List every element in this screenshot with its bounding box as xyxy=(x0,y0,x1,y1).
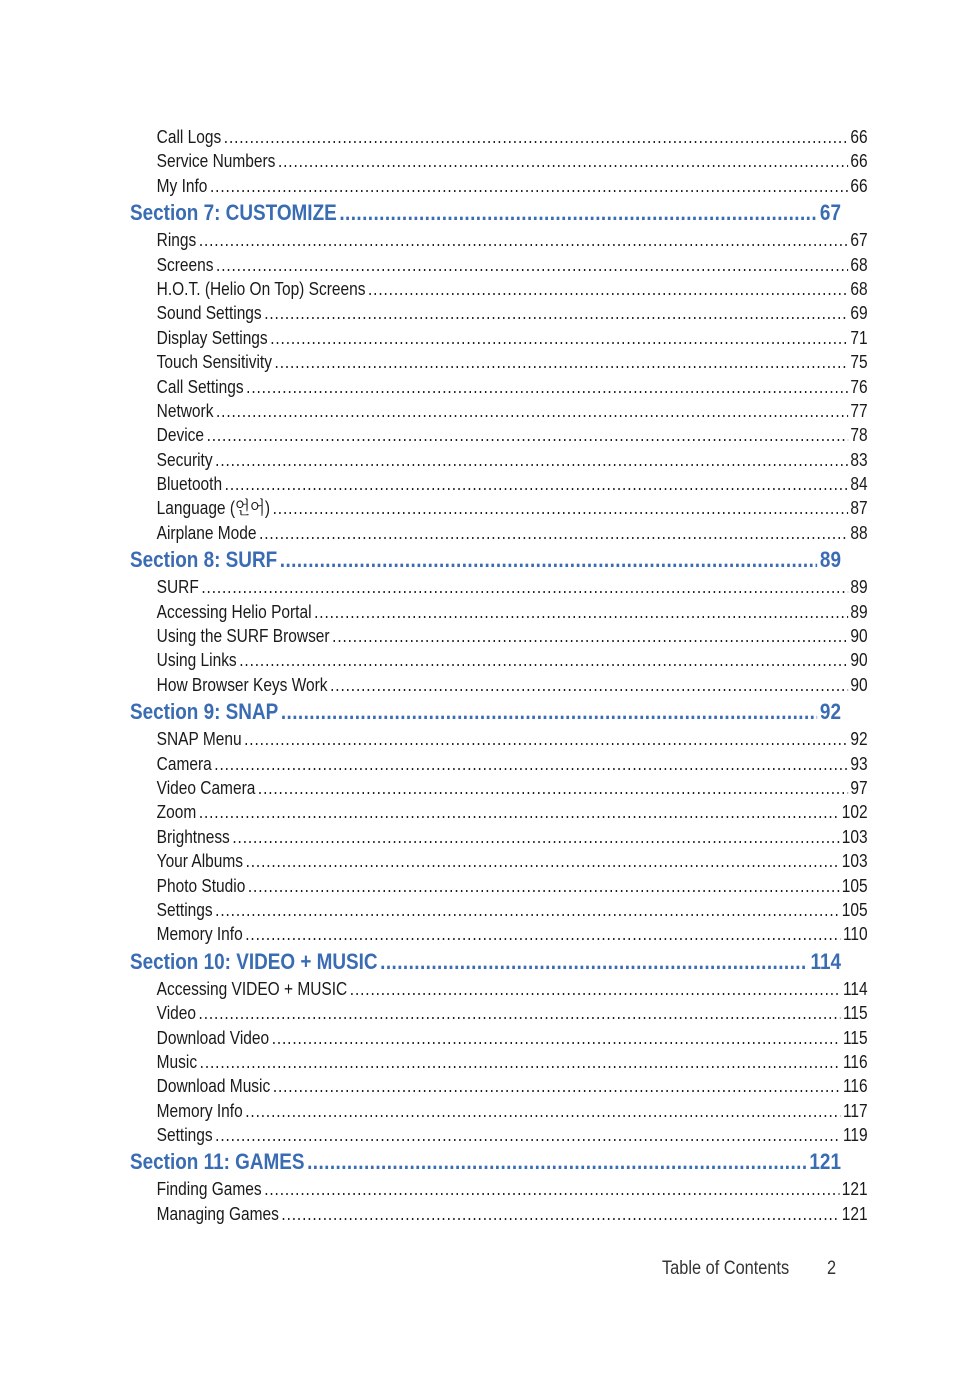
entry-title: Call Logs xyxy=(156,127,222,147)
page-number: 88 xyxy=(850,522,868,543)
dot-leader xyxy=(380,947,808,977)
page-number: 90 xyxy=(850,674,868,695)
entry-title: Zoom xyxy=(156,802,197,823)
dot-leader xyxy=(225,472,848,496)
dot-leader xyxy=(201,575,847,599)
entry-title: Video xyxy=(156,1003,196,1024)
entry-title: Finding Games xyxy=(156,1179,262,1200)
page-number: 69 xyxy=(850,303,868,324)
dot-leader xyxy=(232,825,839,849)
toc-entry[interactable] xyxy=(130,727,868,751)
entry-title: Download Music xyxy=(156,1076,271,1097)
toc-entry[interactable] xyxy=(130,1202,868,1226)
dot-leader xyxy=(258,776,848,800)
page-number: 89 xyxy=(819,547,841,573)
entry-title: Managing Games xyxy=(156,1203,279,1224)
dot-leader xyxy=(199,1001,841,1025)
entry-title: Settings xyxy=(156,1125,213,1146)
dot-leader xyxy=(239,648,848,672)
entry-title: Music xyxy=(156,1051,198,1072)
page-number: 66 xyxy=(850,127,868,147)
toc-entry[interactable] xyxy=(130,1026,868,1050)
dot-leader xyxy=(307,1147,807,1177)
entry-title: Settings xyxy=(156,899,213,920)
page-number: 71 xyxy=(850,327,868,348)
section-title: Section 11: GAMES xyxy=(130,1149,305,1175)
toc-entry[interactable] xyxy=(130,752,868,776)
toc-entry[interactable] xyxy=(130,277,868,301)
page-number: 66 xyxy=(850,175,868,196)
page-number: 105 xyxy=(841,875,868,896)
page-number: 84 xyxy=(850,474,868,495)
page-number: 115 xyxy=(842,1027,868,1048)
page-number: 78 xyxy=(850,425,868,446)
entry-title: My Info xyxy=(156,175,208,196)
toc-entry[interactable] xyxy=(130,375,868,399)
page-number: 89 xyxy=(850,601,868,622)
dot-leader xyxy=(273,496,848,520)
dot-leader xyxy=(200,1050,841,1074)
page-number: 68 xyxy=(850,278,868,299)
page-number: 92 xyxy=(819,699,841,725)
dot-leader xyxy=(244,727,848,751)
dot-leader xyxy=(246,375,848,399)
entry-title: Accessing Helio Portal xyxy=(156,601,312,622)
toc-entry[interactable] xyxy=(130,472,868,496)
page-number: 116 xyxy=(842,1051,868,1072)
toc-entry[interactable] xyxy=(130,1177,868,1201)
entry-title: Using Links xyxy=(156,650,237,671)
dot-leader xyxy=(248,874,839,898)
toc-entry[interactable] xyxy=(130,1123,868,1147)
page-number: 76 xyxy=(850,376,868,397)
entry-title: Device xyxy=(156,425,204,446)
entry-title: Your Albums xyxy=(156,851,244,872)
dot-leader xyxy=(281,1202,839,1226)
entry-title: H.O.T. (Helio On Top) Screens xyxy=(156,278,366,299)
toc-entry[interactable] xyxy=(130,600,868,624)
toc-entry[interactable] xyxy=(130,575,868,599)
dot-leader xyxy=(215,898,839,922)
dot-leader xyxy=(281,697,818,727)
section-title: Section 8: SURF xyxy=(130,547,278,573)
toc-entry[interactable] xyxy=(130,350,868,374)
dot-leader xyxy=(210,174,848,198)
dot-leader xyxy=(215,448,848,472)
page-number: 105 xyxy=(841,899,868,920)
page-number: 90 xyxy=(850,650,868,671)
entry-title: Memory Info xyxy=(156,924,243,945)
page-number: 90 xyxy=(850,626,868,647)
toc-entry[interactable] xyxy=(130,849,868,873)
page-number: 87 xyxy=(850,498,868,519)
entry-title: Touch Sensitivity xyxy=(156,352,272,373)
entry-title: Sound Settings xyxy=(156,303,262,324)
toc-entry[interactable] xyxy=(130,648,868,672)
section-heading-10[interactable] xyxy=(130,947,841,977)
dot-leader xyxy=(270,326,848,350)
page-number: 121 xyxy=(809,1149,841,1175)
dot-leader xyxy=(368,277,848,301)
dot-leader xyxy=(332,624,848,648)
page-number: 83 xyxy=(850,449,868,470)
entry-title: Bluetooth xyxy=(156,474,223,495)
entry-title: Brightness xyxy=(156,826,230,847)
dot-leader xyxy=(216,253,848,277)
entry-title: Screens xyxy=(156,254,214,275)
toc-entry[interactable] xyxy=(130,898,868,922)
dot-leader xyxy=(275,350,848,374)
entry-title: Language (언어) xyxy=(156,498,271,519)
dot-leader xyxy=(264,301,848,325)
toc-entry[interactable] xyxy=(130,1001,868,1025)
page-number: 89 xyxy=(850,577,868,598)
page-number: 117 xyxy=(842,1100,868,1121)
entry-title: Call Settings xyxy=(156,376,244,397)
page-number: 103 xyxy=(841,826,868,847)
page-number: 67 xyxy=(819,200,841,226)
dot-leader xyxy=(314,600,848,624)
dot-leader xyxy=(273,1074,841,1098)
entry-title: SURF xyxy=(156,577,199,598)
entry-title: Camera xyxy=(156,753,212,774)
page-number: 68 xyxy=(850,254,868,275)
toc-entry[interactable] xyxy=(130,399,868,423)
table-of-contents xyxy=(130,125,868,1226)
toc-entry[interactable] xyxy=(130,448,868,472)
toc-entry[interactable] xyxy=(130,125,868,149)
toc-entry[interactable] xyxy=(130,776,868,800)
entry-title: Airplane Mode xyxy=(156,522,257,543)
page-number: 102 xyxy=(841,802,868,823)
dot-leader xyxy=(216,399,848,423)
dot-leader xyxy=(272,1026,841,1050)
toc-entry[interactable] xyxy=(130,624,868,648)
page-number: 115 xyxy=(842,1003,868,1024)
toc-entry[interactable] xyxy=(130,496,868,520)
dot-leader xyxy=(224,125,848,149)
toc-entry[interactable] xyxy=(130,228,868,252)
page-footer xyxy=(662,1258,836,1280)
toc-entry[interactable] xyxy=(130,874,868,898)
section-title: Section 9: SNAP xyxy=(130,699,279,725)
dot-leader xyxy=(245,1099,840,1123)
dot-leader xyxy=(246,849,840,873)
entry-title: Display Settings xyxy=(156,327,268,348)
dot-leader xyxy=(199,228,848,252)
entry-title: Using the SURF Browser xyxy=(156,626,330,647)
toc-entry[interactable] xyxy=(130,1050,868,1074)
entry-title: Download Video xyxy=(156,1027,270,1048)
page-number: 103 xyxy=(841,851,868,872)
entry-title: Rings xyxy=(156,230,197,251)
page-number: 75 xyxy=(850,352,868,373)
section-heading-11[interactable] xyxy=(130,1147,841,1177)
dot-leader xyxy=(278,149,848,173)
dot-leader xyxy=(245,922,840,946)
section-heading-7[interactable] xyxy=(130,198,841,228)
toc-entry[interactable] xyxy=(130,301,868,325)
page-number: 92 xyxy=(850,729,868,750)
toc-entry[interactable] xyxy=(130,673,868,697)
toc-entry[interactable] xyxy=(130,423,868,447)
entry-title: How Browser Keys Work xyxy=(156,674,328,695)
entry-title: Security xyxy=(156,449,213,470)
toc-entry[interactable] xyxy=(130,1074,868,1098)
toc-entry[interactable] xyxy=(130,326,868,350)
page-number: 93 xyxy=(850,753,868,774)
dot-leader xyxy=(259,521,848,545)
page-number: 121 xyxy=(841,1203,868,1224)
page-number: 114 xyxy=(842,978,868,999)
entry-title: Memory Info xyxy=(156,1100,243,1121)
entry-title: SNAP Menu xyxy=(156,729,242,750)
page-number: 121 xyxy=(841,1179,868,1200)
page-number: 116 xyxy=(842,1076,868,1097)
page-number: 110 xyxy=(842,924,868,945)
entry-title: Photo Studio xyxy=(156,875,246,896)
toc-entry[interactable] xyxy=(130,800,868,824)
page-number: 119 xyxy=(842,1125,868,1146)
footer-title: Table of Contents xyxy=(662,1258,790,1279)
page-number: 97 xyxy=(850,777,868,798)
page-number: 114 xyxy=(810,948,841,974)
page-number: 77 xyxy=(850,400,868,421)
dot-leader xyxy=(199,800,839,824)
page-number: 67 xyxy=(850,230,868,251)
entry-title: Accessing VIDEO + MUSIC xyxy=(156,978,348,999)
footer-page-number: 2 xyxy=(827,1258,837,1279)
dot-leader xyxy=(330,673,848,697)
section-heading-9[interactable] xyxy=(130,697,841,727)
section-heading-8[interactable] xyxy=(130,545,841,575)
section-title: Section 7: CUSTOMIZE xyxy=(130,200,337,226)
dot-leader xyxy=(350,977,841,1001)
dot-leader xyxy=(207,423,848,447)
dot-leader xyxy=(339,198,817,228)
toc-entry[interactable] xyxy=(130,521,868,545)
section-title: Section 10: VIDEO + MUSIC xyxy=(130,948,378,974)
page-number: 66 xyxy=(850,151,868,172)
entry-title: Video Camera xyxy=(156,777,256,798)
entry-title: Service Numbers xyxy=(156,151,276,172)
toc-entry[interactable] xyxy=(130,922,868,946)
toc-entry[interactable] xyxy=(130,253,868,277)
toc-entry[interactable] xyxy=(130,174,868,198)
dot-leader xyxy=(214,752,848,776)
dot-leader xyxy=(280,545,818,575)
toc-entry[interactable] xyxy=(130,825,868,849)
entry-title: Network xyxy=(156,400,214,421)
dot-leader xyxy=(264,1177,839,1201)
dot-leader xyxy=(215,1123,840,1147)
toc-entry[interactable] xyxy=(130,149,868,173)
toc-entry[interactable] xyxy=(130,977,868,1001)
toc-entry[interactable] xyxy=(130,1099,868,1123)
